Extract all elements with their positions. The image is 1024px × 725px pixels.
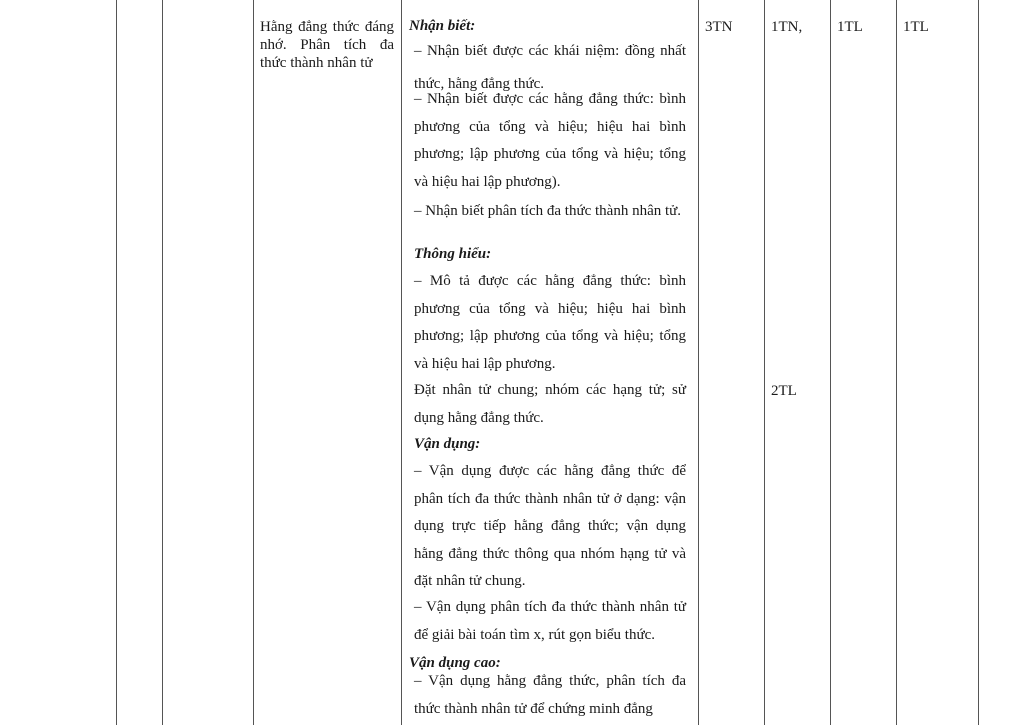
requirement-item: – Nhận biết phân tích đa thức thành nhân tử.: [414, 203, 682, 219]
requirement-item: – Vận dụng hằng đẳng thức, phân tích đa thức thành nhân tử để chứng minh đẳng: [414, 673, 686, 717]
count-thong-hieu: 1TN,: [771, 19, 803, 35]
count-nhan-biet: 3TN: [705, 19, 733, 35]
table-col-divider: [162, 0, 163, 725]
requirement-item: – Nhận biết được các hằng đẳng thức: bình phương của tổng và hiệu; hiệu hai bình phương; lập phương của tổng và hiệu; tổng và hiệu hai lập phương).: [414, 91, 686, 190]
requirement-item: – Vận dụng được các hằng đẳng thức để phân tích đa thức thành nhân tử ở dạng: vận dụng trực tiếp hằng đẳng thức; vận dụng hằng đẳng thức thông qua nhóm hạng tử và đặt nhân tử chung.: [414, 463, 686, 589]
table-col-divider: [698, 0, 699, 725]
table-col-divider: [764, 0, 765, 725]
requirement-item: Đặt nhân tử chung; nhóm các hạng tử; sử dụng hằng đẳng thức.: [414, 382, 686, 426]
count-thong-hieu-tl: 2TL: [771, 383, 797, 399]
table-col-divider: [896, 0, 897, 725]
table-col-divider: [830, 0, 831, 725]
level-heading-van-dung: Vận dụng:: [414, 436, 481, 452]
table-border-left: [116, 0, 117, 725]
level-heading-thong-hieu: Thông hiểu:: [414, 246, 492, 262]
count-van-dung: 1TL: [837, 19, 863, 35]
table-border-right: [978, 0, 979, 725]
requirement-item: – Vận dụng phân tích đa thức thành nhân tử để giải bài toán tìm x, rút gọn biểu thức.: [414, 599, 686, 643]
level-heading-nhan-biet: Nhận biết:: [409, 18, 476, 34]
topic-cell: Hằng đẳng thức đáng nhớ. Phân tích đa thức thành nhân tử: [260, 19, 394, 71]
requirement-item: – Mô tả được các hằng đẳng thức: bình phương của tổng và hiệu; hiệu hai bình phương; lập phương của tổng và hiệu; tổng và hiệu hai lập phương.: [414, 273, 686, 372]
count-van-dung-cao: 1TL: [903, 19, 929, 35]
level-heading-van-dung-cao: Vận dụng cao:: [409, 655, 501, 671]
requirement-item: – Nhận biết được các khái niệm: đồng nhất thức, hằng đẳng thức.: [414, 43, 686, 92]
table-col-divider: [253, 0, 254, 725]
table-col-divider: [401, 0, 402, 725]
